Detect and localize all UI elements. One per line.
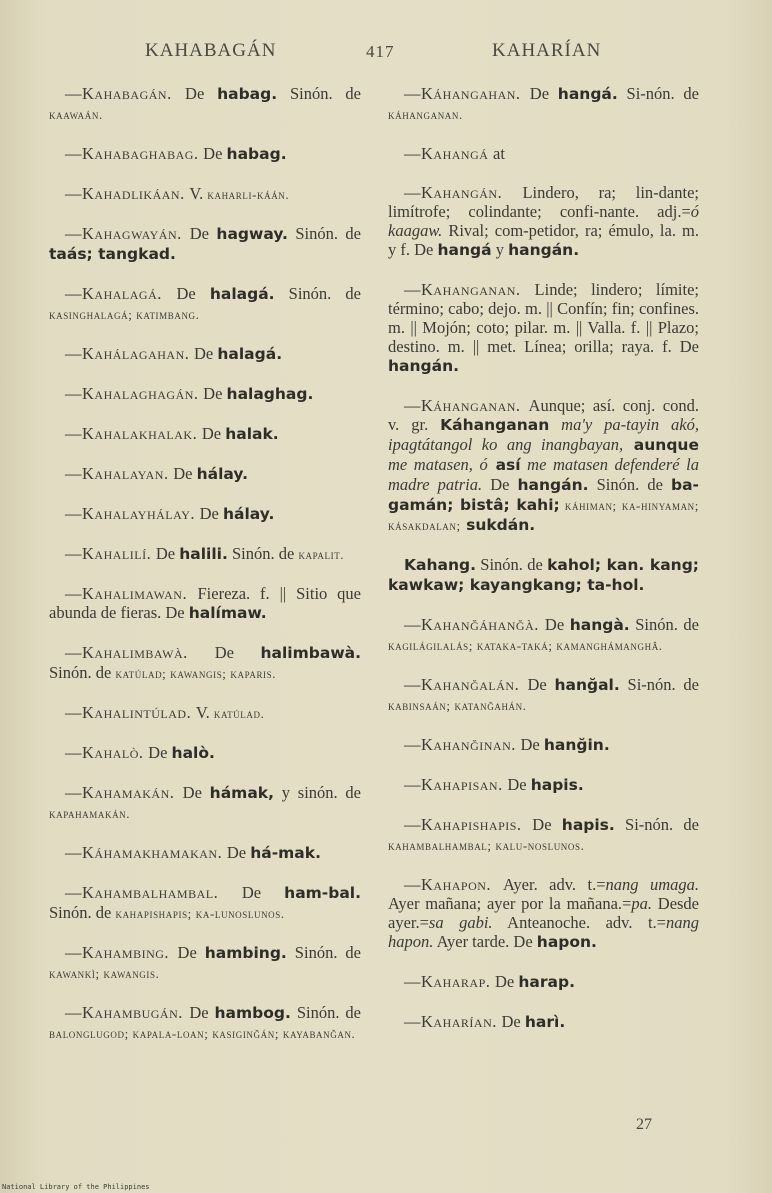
- entry-text: [388, 735, 699, 755]
- dictionary-entry: [49, 584, 361, 623]
- bold-term: halili.: [179, 545, 228, 563]
- headword: —Káhamakhamakan.: [65, 843, 227, 862]
- dictionary-entry: [388, 183, 699, 260]
- headword: —Kahalintúlad.: [65, 703, 196, 722]
- cross-reference: kabinsaán; katanğahán.: [388, 698, 527, 713]
- bold-term: hapis.: [561, 816, 615, 834]
- bold-term: hanğin.: [543, 736, 610, 754]
- headword: —Kahadlikáan.: [65, 184, 190, 203]
- cross-reference: katúlad.: [213, 706, 265, 721]
- dictionary-entry: [49, 84, 361, 124]
- page-number: 417: [366, 42, 395, 61]
- cross-reference: kaharli-káán.: [207, 187, 290, 202]
- definition-text: De: [185, 84, 218, 103]
- entry-text: [49, 84, 361, 124]
- entry-text: [388, 972, 699, 992]
- definition-text: Linde; lindero; límite; término; cabo; dejo. m. || Confín; fin; confines. m. || Mojón; coto; pilar. m. || Valla. f. || Plazo; destino. m. || met. Línea; orilla; raya. f. De: [388, 280, 699, 356]
- entry-text: [388, 1012, 699, 1032]
- entry-text: [49, 883, 361, 923]
- dictionary-entry: [49, 883, 361, 923]
- definition-text: De: [529, 84, 558, 103]
- example-text: pa.: [631, 894, 652, 913]
- bold-term: hangá: [437, 241, 492, 259]
- headword: —Kahalagá.: [65, 284, 177, 303]
- example-text: ó kaagaw.: [388, 202, 699, 240]
- entry-text: [388, 675, 699, 715]
- cross-reference: káhiman; ka-hinyaman; kásakdalan;: [388, 498, 699, 533]
- bold-term: hanğal.: [554, 676, 620, 694]
- dictionary-entry: [49, 224, 361, 264]
- definition-text: De: [495, 972, 519, 991]
- definition-text: De: [482, 475, 518, 494]
- entry-text: [49, 504, 361, 524]
- bold-term: así: [487, 456, 521, 474]
- cross-reference: kawankì; kawangis.: [49, 966, 160, 981]
- dictionary-entry: [49, 144, 361, 164]
- dictionary-entry: [49, 743, 361, 763]
- bold-term: hambing.: [204, 944, 287, 962]
- library-footer: National Library of the Philippines: [2, 1183, 150, 1191]
- entry-text: [49, 843, 361, 863]
- cross-reference: kahapishapis; ka-lunoslunos.: [115, 906, 285, 921]
- entry-text: [388, 280, 699, 376]
- entry-text: [49, 184, 361, 204]
- definition-text: De: [199, 504, 223, 523]
- bold-term: kahol; kan. kang; kawkaw; kayangkang; ta-hol.: [388, 556, 699, 594]
- dictionary-entry: [49, 464, 361, 484]
- definition-text: Sinón. de: [286, 943, 361, 962]
- bold-term: hapon.: [536, 933, 597, 951]
- example-text: me matasen defenderé la madre patria.: [388, 455, 699, 494]
- entry-text: [49, 344, 361, 364]
- definition-text: Sinón. de: [290, 1003, 361, 1022]
- definition-text: V.: [189, 184, 208, 203]
- headword: —Kahapisan.: [404, 775, 508, 794]
- example-text: nang umaga.: [605, 875, 700, 894]
- definition-text: Sinón. de: [227, 544, 299, 563]
- definition-text: De: [155, 544, 180, 563]
- dictionary-entry: [49, 384, 361, 404]
- cross-reference: katúlad; kawangis; kaparis.: [115, 666, 277, 681]
- entry-text: [388, 396, 699, 535]
- definition-text: Sinón. de: [274, 284, 361, 303]
- dictionary-entry: [388, 775, 699, 795]
- bold-term: halagá.: [209, 285, 275, 303]
- definition-text: Si-nón. de: [619, 675, 699, 694]
- entry-text: [49, 643, 361, 683]
- definition-text: Ayer mañana; ayer por la mañana.=: [388, 894, 632, 913]
- definition-text: De: [501, 1012, 525, 1031]
- dictionary-entry: [49, 703, 361, 723]
- bold-term: halímaw.: [188, 604, 267, 622]
- definition-text: De: [527, 675, 555, 694]
- bold-term: Káhanganan: [440, 416, 550, 434]
- example-text: me matasen, ó: [388, 455, 488, 474]
- dictionary-entry: [49, 544, 361, 564]
- dictionary-entry: [388, 1012, 699, 1032]
- dictionary-entry: [388, 555, 699, 595]
- headword: —Kahanganan.: [404, 280, 535, 299]
- definition-text: De: [176, 284, 210, 303]
- bold-term: aunque: [623, 436, 699, 454]
- entry-text: [388, 555, 699, 595]
- cross-reference: kagilágilalás; kataka-taká; kamanghámanghâ.: [388, 638, 663, 653]
- bold-term: habag.: [217, 85, 278, 103]
- dictionary-entry: [49, 344, 361, 364]
- entry-text: [49, 424, 361, 444]
- dictionary-entry: [388, 615, 699, 655]
- headword: —Kaharap.: [404, 972, 496, 991]
- definition-text: Aunque; así. conj. cond. v. gr.: [388, 396, 699, 434]
- entry-text: [49, 584, 361, 623]
- headword: —Kahabagán.: [65, 84, 186, 103]
- headword: —Kahanğáhanğà.: [404, 615, 545, 634]
- headword: —Kahalilí.: [65, 544, 156, 563]
- headword: —Kahapon.: [404, 875, 504, 894]
- bold-term: halaghag.: [226, 385, 314, 403]
- definition-text: Anteanoche. adv. t.=: [492, 913, 666, 932]
- bold-term: Kahang.: [404, 556, 476, 574]
- bold-term: halak.: [225, 425, 279, 443]
- entry-text: [49, 284, 361, 324]
- dictionary-entry: [388, 815, 699, 855]
- definition-text: De: [203, 144, 227, 163]
- bold-term: harì.: [524, 1013, 566, 1031]
- entry-text: [388, 84, 699, 124]
- bold-term: hangán.: [517, 476, 589, 494]
- dictionary-entry: [49, 184, 361, 204]
- headword: —Kahálagahan.: [65, 344, 194, 363]
- headword: —Kaharían.: [404, 1012, 502, 1031]
- dictionary-entry: [49, 943, 361, 983]
- bold-term: hambog.: [214, 1004, 291, 1022]
- entry-text: [388, 875, 699, 952]
- dictionary-entry: [49, 284, 361, 324]
- entry-text: [49, 1003, 361, 1043]
- cross-reference: kaawaán.: [49, 107, 103, 122]
- definition-text: Sinón. de: [629, 615, 699, 634]
- dictionary-entry: [388, 875, 699, 952]
- bold-term: taás; tangkad.: [49, 245, 176, 263]
- entry-text: [49, 544, 361, 564]
- definition-text: De: [520, 735, 544, 754]
- definition-text: De: [507, 775, 531, 794]
- definition-text: De: [177, 943, 205, 962]
- header-right-guideword: KAHARÍAN: [492, 40, 602, 61]
- headword: —Kahabaghabag.: [65, 144, 204, 163]
- headword: —Kahapishapis.: [404, 815, 533, 834]
- definition-text: De: [173, 464, 197, 483]
- definition-text: De: [203, 384, 227, 403]
- dictionary-entry: [388, 144, 699, 163]
- definition-text: Sinón. de: [49, 903, 116, 922]
- dictionary-entry: [388, 280, 699, 376]
- headword: —Kahamakán.: [65, 783, 183, 802]
- definition-text: De: [148, 743, 172, 762]
- dictionary-entry: [49, 843, 361, 863]
- cross-reference: balonglugod; kapala-loan; kasiginğán; kayabanğan.: [49, 1026, 356, 1041]
- definition-text: De: [201, 424, 226, 443]
- example-text: sa gabi.: [428, 913, 493, 932]
- bold-term: há-mak.: [250, 844, 321, 862]
- example-text: nang hapon.: [388, 913, 699, 951]
- definition-text: Rival; com-petidor, ra; émulo, la. m. y f. De: [388, 221, 699, 259]
- dictionary-entry: [49, 424, 361, 444]
- dictionary-entry: [49, 1003, 361, 1043]
- definition-text: De: [182, 783, 210, 802]
- dictionary-entry: [388, 735, 699, 755]
- bold-term: hálay.: [223, 505, 275, 523]
- bold-term: hangán.: [508, 241, 580, 259]
- entry-text: [49, 464, 361, 484]
- dictionary-entry: [388, 675, 699, 715]
- definition-text: Ayer tarde. De: [433, 932, 537, 951]
- signature-number: 27: [636, 1116, 652, 1133]
- cross-reference: kasinghalagá; katimbang.: [49, 307, 200, 322]
- running-header: [0, 40, 772, 70]
- definition-text: Sinón. de: [277, 84, 361, 103]
- right-column: [388, 84, 699, 1052]
- definition-text: Fiereza. f. || Sitio que abunda de fieras. De: [49, 584, 361, 622]
- dictionary-entry: [388, 972, 699, 992]
- bold-term: hangà.: [569, 616, 630, 634]
- headword: —Kahalakhalak.: [65, 424, 202, 443]
- definition-text: at: [493, 144, 505, 163]
- definition-text: De: [241, 883, 285, 902]
- dictionary-entry: [388, 396, 699, 535]
- entry-text: [388, 144, 699, 163]
- dictionary-entry: [388, 84, 699, 124]
- entry-text: [49, 224, 361, 264]
- definition-text: Sinón. de: [49, 663, 116, 682]
- headword: —Kahagwayán.: [65, 224, 190, 243]
- bold-term: sukdán.: [460, 516, 536, 534]
- entry-text: [49, 703, 361, 723]
- definition-text: Sinón. de: [287, 224, 361, 243]
- definition-text: Sinón. de: [475, 555, 548, 574]
- bold-term: hangá.: [557, 85, 618, 103]
- headword: —Kahambing.: [65, 943, 178, 962]
- definition-text: De: [226, 843, 251, 862]
- headword: —Kahalimawan.: [65, 584, 198, 603]
- definition-text: De: [544, 615, 570, 634]
- example-text: ma'y pa-tayin akó, ipagtátangol ko ang inangbayan,: [388, 415, 699, 454]
- definition-text: Si-nón. de: [617, 84, 699, 103]
- headword: —Kahambugán.: [65, 1003, 190, 1022]
- headword: —Káhangahan.: [404, 84, 530, 103]
- headword: —Kahambalhambal.: [65, 883, 242, 902]
- definition-text: De: [189, 1003, 215, 1022]
- definition-text: y: [491, 240, 509, 259]
- bold-term: hagway.: [216, 225, 288, 243]
- definition-text: Ayer. adv. t.=: [503, 875, 606, 894]
- headword: —Kahalayan.: [65, 464, 174, 483]
- bold-term: habag.: [226, 145, 287, 163]
- bold-term: halagá.: [217, 345, 283, 363]
- headword: —Kahanğalán.: [404, 675, 528, 694]
- entry-text: [49, 943, 361, 983]
- headword: —Kahalò.: [65, 743, 149, 762]
- definition-text: De: [189, 224, 217, 243]
- headword: —Kahalayhálay.: [65, 504, 200, 523]
- bold-term: halimbawà.: [260, 644, 361, 662]
- entry-text: [49, 144, 361, 164]
- headword: —Kahangán.: [404, 183, 523, 202]
- definition-text: De: [214, 643, 261, 662]
- definition-text: Si-nón. de: [614, 815, 699, 834]
- definition-text: Lindero, ra; lin-dante; limítrofe; colindante; confi-nante. adj.=: [388, 183, 699, 221]
- left-column: [49, 84, 361, 1063]
- definition-text: Desde ayer.=: [388, 894, 700, 932]
- entry-text: [388, 183, 699, 260]
- dictionary-entry: [49, 643, 361, 683]
- headword: —Káhanganan.: [404, 396, 529, 415]
- entry-text: [49, 384, 361, 404]
- bold-term: hámak,: [209, 784, 274, 802]
- cross-reference: kapahamakán.: [49, 806, 131, 821]
- definition-text: y sinón. de: [273, 783, 361, 802]
- bold-term: halò.: [171, 744, 215, 762]
- definition-text: De: [194, 344, 218, 363]
- entry-text: [49, 743, 361, 763]
- bold-term: harap.: [518, 973, 575, 991]
- definition-text: V.: [195, 703, 214, 722]
- headword: —Kahalimbawà.: [65, 643, 215, 662]
- cross-reference: kapalit.: [298, 547, 345, 562]
- cross-reference: káhanganan.: [388, 107, 463, 122]
- entry-text: [388, 615, 699, 655]
- cross-reference: kahambalhambal; kalu-noslunos.: [388, 838, 585, 853]
- headword: —Kahangá: [404, 144, 494, 163]
- definition-text: De: [532, 815, 562, 834]
- bold-term: hapis.: [530, 776, 584, 794]
- bold-term: ham-bal.: [284, 884, 361, 902]
- headword: —Kahalaghagán.: [65, 384, 204, 403]
- entry-text: [49, 783, 361, 823]
- definition-text: Sinón. de: [588, 475, 671, 494]
- dictionary-entry: [49, 504, 361, 524]
- bold-term: hálay.: [196, 465, 248, 483]
- entry-text: [388, 815, 699, 855]
- bold-term: hangán.: [388, 357, 460, 375]
- headword: —Kahanğinan.: [404, 735, 521, 754]
- entry-text: [388, 775, 699, 795]
- bold-term: ba-gamán; bistâ; kahi;: [388, 476, 699, 514]
- dictionary-entry: [49, 783, 361, 823]
- header-left-guideword: KAHABAGÁN: [145, 40, 277, 61]
